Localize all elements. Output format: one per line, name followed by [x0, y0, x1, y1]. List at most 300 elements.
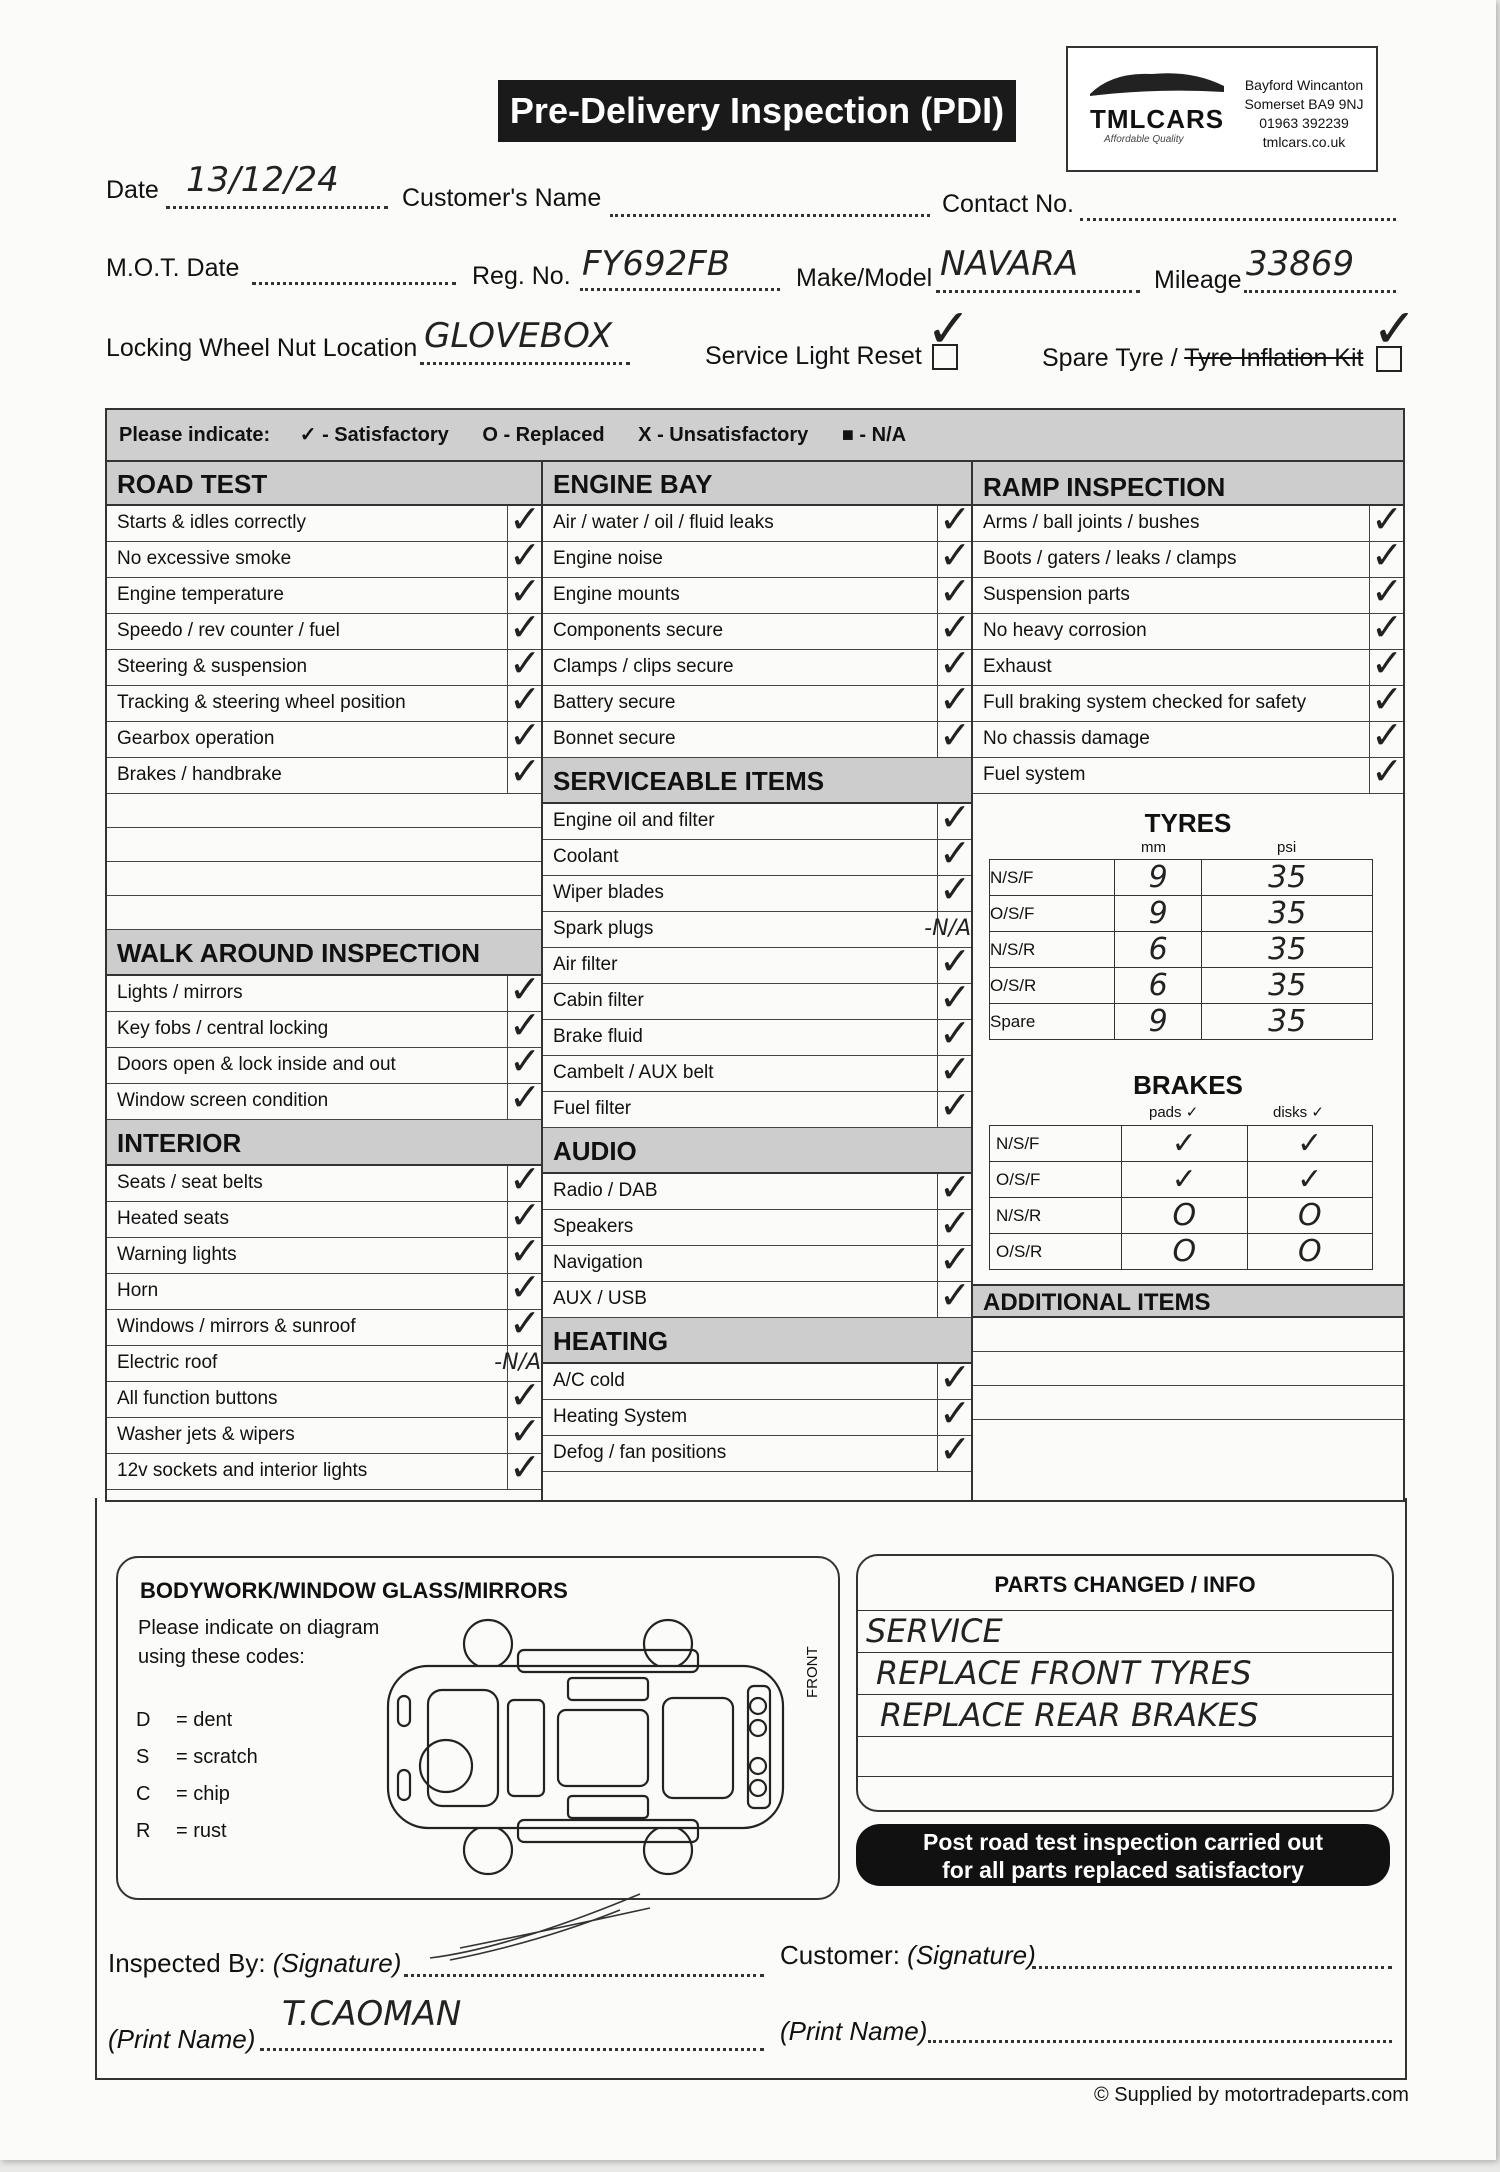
- footer-credit: © Supplied by motortradeparts.com: [1094, 2084, 1409, 2106]
- tick-mark-icon: ✓: [1371, 749, 1403, 793]
- inspected-by-label: [108, 1948, 401, 1979]
- mileage-label: Mileage: [1154, 266, 1242, 294]
- checklist-row[interactable]: [107, 1346, 541, 1382]
- spare-tyre-tick-icon: ✓: [1372, 299, 1418, 359]
- serviceable-list: [543, 795, 971, 1128]
- tick-mark-icon: ✓: [939, 1273, 971, 1317]
- tyres-col-headers: [973, 839, 1403, 859]
- code-dent: [136, 1702, 258, 1739]
- checklist-row[interactable]: [107, 1193, 541, 1238]
- checklist-item-label: Fuel filter: [553, 1098, 632, 1119]
- checklist-row[interactable]: [107, 1301, 541, 1346]
- banner-line-2: for all parts replaced satisfactory: [942, 1857, 1304, 1883]
- checklist-row[interactable]: [107, 1075, 541, 1120]
- tyres-psi-header: psi: [1277, 839, 1297, 856]
- tick-mark-icon: ✓: [939, 939, 971, 983]
- checklist-row[interactable]: [543, 1355, 971, 1400]
- tick-mark-icon: ✓: [509, 967, 541, 1011]
- customer-print-name-label: (Print Name): [780, 2016, 928, 2046]
- tyre-position: O/S/R: [990, 968, 1115, 1004]
- checklist-item-label: No chassis damage: [983, 728, 1150, 749]
- checklist-row[interactable]: [973, 569, 1403, 614]
- tyre-depth-value[interactable]: 9: [1115, 1004, 1202, 1040]
- brake-pads-mark[interactable]: ✓: [1122, 1126, 1248, 1162]
- checklist-item-label: Gearbox operation: [117, 728, 275, 749]
- tick-mark-icon: ✓: [939, 1427, 971, 1471]
- checklist-row[interactable]: [543, 533, 971, 578]
- checklist-row[interactable]: [543, 641, 971, 686]
- bodywork-title: BODYWORK/WINDOW GLASS/MIRRORS: [140, 1578, 568, 1603]
- tyre-position: Spare: [990, 1004, 1115, 1040]
- logo-tagline: Affordable Quality: [1104, 134, 1184, 145]
- engine-bay-list: [543, 497, 971, 758]
- engine-bay-header: ENGINE BAY: [543, 462, 971, 506]
- banner-line-1: Post road test inspection carried out: [922, 1829, 1324, 1855]
- checklist-item-label: Air filter: [553, 954, 618, 975]
- code-value: = dent: [176, 1709, 233, 1731]
- customer-print-name-field[interactable]: [928, 2016, 1392, 2043]
- locking-nut-label: Locking Wheel Nut Location: [106, 334, 418, 362]
- make-model-value: NAVARA: [940, 244, 1079, 284]
- blank-row: [107, 828, 541, 862]
- tick-mark-icon: ✓: [509, 1373, 541, 1417]
- brakes-col-headers: [973, 1101, 1403, 1125]
- tyre-position: N/S/R: [990, 932, 1115, 968]
- parts-line-1: SERVICE: [866, 1612, 1003, 1650]
- date-value: 13/12/24: [186, 160, 339, 200]
- checklist-row[interactable]: [107, 1157, 541, 1202]
- brake-disks-mark[interactable]: ✓: [1247, 1126, 1373, 1162]
- brake-pads-mark[interactable]: ✓: [1122, 1162, 1248, 1198]
- audio-list: [543, 1165, 971, 1318]
- checklist-item-label: 12v sockets and interior lights: [117, 1460, 368, 1481]
- inspector-print-name-value: T.CAOMAN: [282, 1994, 462, 2034]
- checklist-item-label: Steering & suspension: [117, 656, 308, 677]
- checklist-item-label: Windows / mirrors & sunroof: [117, 1316, 356, 1337]
- tick-mark-icon: ✓: [1371, 569, 1403, 613]
- checklist-row[interactable]: [543, 1047, 971, 1092]
- checklist-item-label: Suspension parts: [983, 584, 1130, 605]
- checklist-item-label: Washer jets & wipers: [117, 1424, 295, 1445]
- code-value: = rust: [176, 1820, 227, 1842]
- additional-item-line[interactable]: [973, 1318, 1403, 1352]
- code-key: D: [136, 1709, 151, 1731]
- tick-mark-icon: ✓: [939, 795, 971, 839]
- parts-line-2: REPLACE FRONT TYRES: [876, 1654, 1252, 1692]
- brakes-pads-header: pads ✓: [1149, 1104, 1199, 1121]
- customer-name-label: Customer's Name: [402, 184, 602, 212]
- checklist-item-label: Fuel system: [983, 764, 1086, 785]
- checklist-item-label: Brake fluid: [553, 1026, 643, 1047]
- checklist-row[interactable]: [543, 939, 971, 984]
- code-rust: [136, 1813, 258, 1850]
- checklist-item-label: Clamps / clips secure: [553, 656, 734, 677]
- checklist-item-label: Brakes / handbrake: [117, 764, 282, 785]
- customer-signature-field[interactable]: [1032, 1942, 1392, 1969]
- tyres-table: [989, 859, 1373, 1040]
- brake-row: [990, 1198, 1373, 1234]
- customer-signature-label: [780, 1940, 1036, 1971]
- checklist-row[interactable]: [543, 867, 971, 912]
- tyre-pressure-value[interactable]: 35: [1202, 932, 1373, 968]
- tyre-depth-value[interactable]: 6: [1115, 968, 1202, 1004]
- checklist-row[interactable]: [107, 641, 541, 686]
- checklist-row[interactable]: [107, 533, 541, 578]
- na-mark: -N/A: [924, 916, 971, 941]
- checklist-row[interactable]: [543, 1427, 971, 1472]
- tick-mark-icon: ✓: [939, 1391, 971, 1435]
- checklist-item-label: No excessive smoke: [117, 548, 292, 569]
- tick-mark-icon: ✓: [1371, 605, 1403, 649]
- checklist-row[interactable]: [973, 533, 1403, 578]
- tyre-position: N/S/F: [990, 860, 1115, 896]
- tyre-pressure-value[interactable]: 35: [1202, 968, 1373, 1004]
- blank-row: [107, 862, 541, 896]
- tick-mark-icon: ✓: [939, 867, 971, 911]
- checklist-item-label: Cambelt / AUX belt: [553, 1062, 714, 1083]
- checklist-item-label: Warning lights: [117, 1244, 237, 1265]
- checklist-row[interactable]: [107, 1445, 541, 1490]
- checklist-row[interactable]: [543, 831, 971, 876]
- checklist-row[interactable]: [543, 1273, 971, 1318]
- address-line: Somerset BA9 9NJ: [1244, 96, 1364, 112]
- checklist-item-label: Wiper blades: [553, 882, 664, 903]
- inspected-by-text: Inspected By:: [108, 1948, 273, 1978]
- code-chip: [136, 1776, 258, 1813]
- spare-tyre-text: Spare Tyre /: [1042, 344, 1185, 372]
- damage-codes: [136, 1702, 258, 1850]
- audio-header: AUDIO: [543, 1128, 971, 1174]
- tick-mark-icon: ✓: [1371, 677, 1403, 721]
- car-diagram-icon[interactable]: [378, 1610, 798, 1882]
- checklist-item-label: Lights / mirrors: [117, 982, 243, 1003]
- tick-mark-icon: ✓: [939, 569, 971, 613]
- walk-around-list: [107, 967, 541, 1120]
- checklist-row[interactable]: [107, 569, 541, 614]
- tick-mark-icon: ✓: [939, 713, 971, 757]
- checklist-row[interactable]: [107, 1373, 541, 1418]
- reg-value: FY692FB: [582, 244, 731, 284]
- checklist-item-label: Air / water / oil / fluid leaks: [553, 512, 774, 533]
- checklist-row[interactable]: [107, 749, 541, 794]
- tyre-row: [990, 896, 1373, 932]
- parts-changed-box: [856, 1554, 1394, 1812]
- tick-mark-icon: ✓: [509, 1039, 541, 1083]
- signature-word: (Signature): [272, 1948, 402, 1978]
- tick-mark-icon: ✓: [1371, 641, 1403, 685]
- brake-disks-mark[interactable]: ✓: [1247, 1162, 1373, 1198]
- tick-mark-icon: ✓: [509, 605, 541, 649]
- legend-replaced: O - Replaced: [482, 424, 605, 446]
- tick-mark-icon: ✓: [509, 1229, 541, 1273]
- checklist-item-label: Defog / fan positions: [553, 1442, 727, 1463]
- checklist-item-label: Engine oil and filter: [553, 810, 715, 831]
- checklist-item-label: Seats / seat belts: [117, 1172, 263, 1193]
- brake-pads-mark[interactable]: O: [1122, 1198, 1248, 1234]
- checklist-row[interactable]: [543, 569, 971, 614]
- heating-header: HEATING: [543, 1318, 971, 1364]
- checklist-row[interactable]: [107, 1003, 541, 1048]
- checklist-row[interactable]: [107, 677, 541, 722]
- customer-name-field[interactable]: [610, 190, 930, 217]
- parts-line: [858, 1736, 1392, 1737]
- checklist-item-label: A/C cold: [553, 1370, 625, 1391]
- tick-mark-icon: ✓: [939, 497, 971, 541]
- road-test-header: ROAD TEST: [107, 462, 541, 506]
- checklist-row[interactable]: [973, 497, 1403, 542]
- road-test-list: [107, 497, 541, 794]
- legend-prefix: Please indicate:: [119, 424, 271, 446]
- additional-item-line[interactable]: [973, 1420, 1403, 1454]
- legend-satisfactory: ✓ - Satisfactory: [299, 424, 449, 446]
- checklist-item-label: Engine temperature: [117, 584, 284, 605]
- tick-mark-icon: ✓: [509, 1003, 541, 1047]
- parts-line-3: REPLACE REAR BRAKES: [880, 1696, 1259, 1734]
- checklist-row[interactable]: [107, 1229, 541, 1274]
- checklist-item-label: No heavy corrosion: [983, 620, 1147, 641]
- tick-mark-icon: ✓: [509, 1193, 541, 1237]
- checklist-item-label: AUX / USB: [553, 1288, 647, 1309]
- company-address: [1236, 76, 1372, 152]
- make-model-label: Make/Model: [796, 264, 933, 292]
- checklist-row[interactable]: [107, 713, 541, 758]
- logo-name: TMLCARS: [1090, 104, 1225, 134]
- checklist-item-label: Coolant: [553, 846, 619, 867]
- inflation-kit-struck-text: Tyre Inflation Kit: [1184, 344, 1364, 372]
- tick-mark-icon: ✓: [509, 497, 541, 541]
- form-title: Pre-Delivery Inspection (PDI): [498, 80, 1016, 142]
- tick-mark-icon: ✓: [939, 975, 971, 1019]
- parts-line: [858, 1694, 1392, 1695]
- tick-mark-icon: ✓: [939, 1165, 971, 1209]
- spare-tyre-label: [1042, 344, 1363, 373]
- code-value: = chip: [176, 1783, 230, 1805]
- checklist-row[interactable]: [543, 1083, 971, 1128]
- tyres-title: TYRES: [1144, 808, 1232, 838]
- tick-mark-icon: ✓: [509, 569, 541, 613]
- tick-mark-icon: ✓: [509, 641, 541, 685]
- tick-mark-icon: ✓: [509, 533, 541, 577]
- brake-disks-mark[interactable]: O: [1247, 1234, 1373, 1270]
- right-column: [973, 462, 1403, 1454]
- tick-mark-icon: ✓: [509, 713, 541, 757]
- checklist-item-label: Battery secure: [553, 692, 676, 713]
- checklist-row[interactable]: [107, 605, 541, 650]
- legend-na: ■ - N/A: [841, 424, 907, 446]
- signature-word: (Signature): [907, 1940, 1036, 1970]
- code-key: R: [136, 1820, 151, 1842]
- tick-mark-icon: ✓: [509, 1075, 541, 1119]
- service-light-label: Service Light Reset: [705, 342, 922, 370]
- contact-label: Contact No.: [942, 190, 1075, 218]
- checklist-row[interactable]: [543, 1165, 971, 1210]
- checklist-item-label: Engine noise: [553, 548, 663, 569]
- checklist-row[interactable]: [107, 1409, 541, 1454]
- checklist-row[interactable]: [543, 713, 971, 758]
- code-key: C: [136, 1783, 151, 1805]
- brake-row: [990, 1126, 1373, 1162]
- inspection-table: [105, 408, 1405, 1502]
- tick-mark-icon: ✓: [939, 1047, 971, 1091]
- tick-mark-icon: ✓: [939, 1011, 971, 1055]
- checklist-item-label: Speedo / rev counter / fuel: [117, 620, 340, 641]
- na-mark: -N/A: [494, 1350, 541, 1375]
- tyre-position: O/S/F: [990, 896, 1115, 932]
- address-line: 01963 392239: [1259, 115, 1349, 131]
- address-line: Bayford Wincanton: [1244, 77, 1364, 93]
- checklist-row[interactable]: [543, 605, 971, 650]
- checklist-item-label: Tracking & steering wheel position: [117, 692, 406, 713]
- tick-mark-icon: ✓: [939, 677, 971, 721]
- checklist-row[interactable]: [973, 641, 1403, 686]
- date-label: Date: [106, 176, 159, 204]
- checklist-item-label: Exhaust: [983, 656, 1052, 677]
- brake-row: [990, 1234, 1373, 1270]
- checklist-item-label: Starts & idles correctly: [117, 512, 306, 533]
- tick-mark-icon: ✓: [509, 1157, 541, 1201]
- tick-mark-icon: ✓: [509, 1409, 541, 1453]
- service-light-tick-icon: ✓: [926, 299, 972, 359]
- code-scratch: [136, 1739, 258, 1776]
- checklist-item-label: Boots / gaters / leaks / clamps: [983, 548, 1237, 569]
- checklist-item-label: Cabin filter: [553, 990, 644, 1011]
- tyre-depth-value[interactable]: 9: [1115, 896, 1202, 932]
- code-value: = scratch: [176, 1746, 258, 1768]
- brake-position: N/S/F: [990, 1126, 1122, 1162]
- tick-mark-icon: ✓: [509, 1445, 541, 1489]
- checklist-row[interactable]: [107, 497, 541, 542]
- checklist-row[interactable]: [107, 1039, 541, 1084]
- contact-field[interactable]: [1080, 194, 1396, 221]
- brake-position: O/S/R: [990, 1234, 1122, 1270]
- checklist-row[interactable]: [973, 605, 1403, 650]
- ramp-header: RAMP INSPECTION: [973, 462, 1403, 506]
- tick-mark-icon: ✓: [939, 1201, 971, 1245]
- checklist-item-label: Speakers: [553, 1216, 634, 1237]
- tyre-pressure-value[interactable]: 35: [1202, 860, 1373, 896]
- tyre-row: [990, 1004, 1373, 1040]
- mot-label: M.O.T. Date: [106, 254, 240, 282]
- checklist-row[interactable]: [107, 967, 541, 1012]
- brake-row: [990, 1162, 1373, 1198]
- interior-list: [107, 1157, 541, 1490]
- tick-mark-icon: ✓: [509, 1265, 541, 1309]
- tick-mark-icon: ✓: [1371, 497, 1403, 541]
- checklist-row[interactable]: [543, 497, 971, 542]
- checklist-row[interactable]: [973, 749, 1403, 794]
- reg-label: Reg. No.: [472, 262, 571, 290]
- tick-mark-icon: ✓: [509, 749, 541, 793]
- company-logo-box: [1066, 46, 1378, 172]
- additional-item-line[interactable]: [973, 1386, 1403, 1420]
- checklist-row[interactable]: [107, 1265, 541, 1310]
- checklist-item-label: Full braking system checked for safety: [983, 692, 1307, 713]
- additional-item-line[interactable]: [973, 1352, 1403, 1386]
- checklist-item-label: Components secure: [553, 620, 724, 641]
- checklist-row[interactable]: [543, 795, 971, 840]
- checklist-row[interactable]: [973, 677, 1403, 722]
- checklist-item-label: Horn: [117, 1280, 159, 1301]
- parts-line: [858, 1776, 1392, 1777]
- parts-line: [858, 1610, 1392, 1611]
- middle-column: [543, 462, 971, 1472]
- checklist-item-label: Doors open & lock inside and out: [117, 1054, 396, 1075]
- checklist-row[interactable]: [543, 1201, 971, 1246]
- checklist-item-label: Bonnet secure: [553, 728, 676, 749]
- checklist-row[interactable]: [543, 1011, 971, 1056]
- checklist-item-label: Arms / ball joints / bushes: [983, 512, 1200, 533]
- tick-mark-icon: ✓: [939, 605, 971, 649]
- locking-nut-value: GLOVEBOX: [424, 316, 613, 356]
- checklist-item-label: Key fobs / central locking: [117, 1018, 329, 1039]
- bodywork-instructions: Please indicate on diagram using these codes:: [138, 1617, 380, 1668]
- checklist-item-label: Spark plugs: [553, 918, 654, 939]
- tick-mark-icon: ✓: [939, 1083, 971, 1127]
- brake-pads-mark[interactable]: O: [1122, 1234, 1248, 1270]
- checklist-item-label: Heated seats: [117, 1208, 229, 1229]
- serviceable-header: SERVICEABLE ITEMS: [543, 758, 971, 804]
- car-logo-icon: [1082, 62, 1232, 102]
- tick-mark-icon: ✓: [939, 533, 971, 577]
- tyre-depth-value[interactable]: 6: [1115, 932, 1202, 968]
- bodywork-box: [116, 1556, 840, 1900]
- legend-bar: [107, 410, 1403, 462]
- inspector-signature-mark: [420, 1888, 660, 1972]
- checklist-row[interactable]: [543, 912, 971, 948]
- tick-mark-icon: ✓: [939, 1355, 971, 1399]
- tyre-row: [990, 932, 1373, 968]
- parts-title: PARTS CHANGED / INFO: [994, 1572, 1256, 1597]
- brake-disks-mark[interactable]: O: [1247, 1198, 1373, 1234]
- tick-mark-icon: ✓: [939, 831, 971, 875]
- checklist-item-label: All function buttons: [117, 1388, 278, 1409]
- left-column: [107, 462, 541, 1490]
- tick-mark-icon: ✓: [939, 1237, 971, 1281]
- checklist-item-label: Engine mounts: [553, 584, 680, 605]
- brakes-disks-header: disks ✓: [1273, 1104, 1324, 1121]
- tyres-mm-header: mm: [1141, 839, 1166, 856]
- code-key: S: [136, 1746, 150, 1768]
- tyre-pressure-value[interactable]: 35: [1202, 1004, 1373, 1040]
- heating-list: [543, 1355, 971, 1472]
- mileage-value: 33869: [1246, 244, 1355, 284]
- checklist-row[interactable]: [543, 1391, 971, 1436]
- tyre-row: [990, 860, 1373, 896]
- additional-items-header: ADDITIONAL ITEMS: [973, 1284, 1403, 1318]
- blank-row: [107, 794, 541, 828]
- checklist-item-label: Navigation: [553, 1252, 643, 1273]
- tyre-pressure-value[interactable]: 35: [1202, 896, 1373, 932]
- checklist-row[interactable]: [543, 677, 971, 722]
- tick-mark-icon: ✓: [939, 641, 971, 685]
- ramp-list: [973, 497, 1403, 794]
- walk-around-header: WALK AROUND INSPECTION: [107, 930, 541, 976]
- tick-mark-icon: ✓: [509, 677, 541, 721]
- customer-text: Customer:: [780, 1940, 908, 1970]
- tick-mark-icon: ✓: [509, 1301, 541, 1345]
- checklist-row[interactable]: [543, 975, 971, 1020]
- checklist-row[interactable]: [973, 713, 1403, 758]
- tick-mark-icon: ✓: [1371, 533, 1403, 577]
- checklist-item-label: Radio / DAB: [553, 1180, 658, 1201]
- checklist-row[interactable]: [543, 1237, 971, 1282]
- brakes-title: BRAKES: [1133, 1070, 1243, 1100]
- inspector-print-name-label: (Print Name): [108, 2024, 256, 2054]
- legend-unsatisfactory: X - Unsatisfactory: [638, 424, 809, 446]
- mot-field[interactable]: [252, 258, 456, 285]
- tyre-depth-value[interactable]: 9: [1115, 860, 1202, 896]
- checklist-item-label: Electric roof: [117, 1352, 218, 1373]
